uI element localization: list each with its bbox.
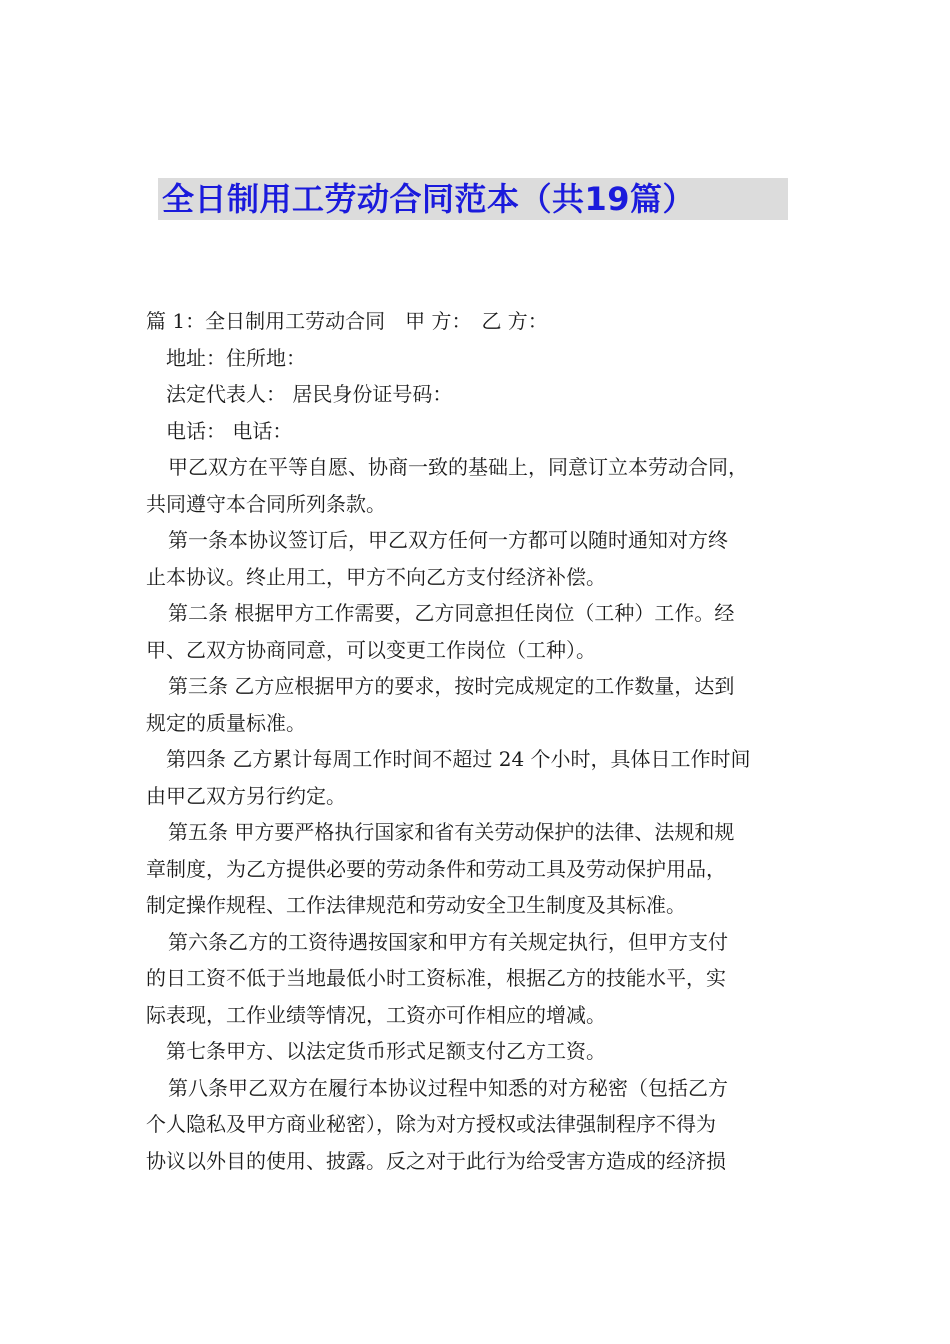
paragraph-line: 第三条 乙方应根据甲方的要求，按时完成规定的工作数量，达到 (168, 674, 735, 698)
paragraph-line: 第四条 乙方累计每周工作时间不超过 24 个小时，具体日工作时间 (166, 747, 751, 771)
paragraph-line: 止本协议。终止用工，甲方不向乙方支付经济补偿。 (146, 564, 606, 589)
paragraph-line: 甲、乙双方协商同意，可以变更工作岗位（工种）。 (146, 637, 596, 662)
paragraph-line: 章制度，为乙方提供必要的劳动条件和劳动工具及劳动保护用品， (146, 856, 726, 881)
paragraph-line: 第六条乙方的工资待遇按国家和甲方有关规定执行，但甲方支付 (168, 929, 728, 954)
paragraph-line: 个人隐私及甲方商业秘密），除为对方授权或法律强制程序不得为 (146, 1112, 716, 1136)
paragraph-line: 的日工资不低于当地最低小时工资标准，根据乙方的技能水平，实 (146, 966, 726, 990)
paragraph-line: 地址：住所地： (166, 345, 306, 370)
paragraph-line: 第七条甲方、以法定货币形式足额支付乙方工资。 (166, 1039, 606, 1063)
paragraph-line: 制定操作规程、工作法律规范和劳动安全卫生制度及其标准。 (146, 893, 686, 917)
paragraph-line: 甲乙双方在平等自愿、协商一致的基础上，同意订立本劳动合同， (168, 455, 748, 479)
paragraph-line: 电话： 电话： (166, 418, 293, 443)
paragraph-line: 第二条 根据甲方工作需要，乙方同意担任岗位（工种）工作。经 (168, 601, 735, 625)
document-body (146, 303, 818, 1179)
document-title: 全日制用工劳动合同范本（共19篇） (162, 180, 696, 218)
paragraph-line: 协议以外目的使用、披露。反之对于此行为给受害方造成的经济损 (146, 1148, 726, 1173)
paragraph-line: 共同遵守本合同所列条款。 (146, 491, 386, 516)
paragraph-line: 第五条 甲方要严格执行国家和省有关劳动保护的法律、法规和规 (168, 820, 735, 844)
paragraph-line: 第一条本协议签订后，甲乙双方任何一方都可以随时通知对方终 (168, 528, 728, 552)
paragraph-line: 篇 1：全日制用工劳动合同 甲 方： 乙 方： (146, 309, 548, 333)
paragraph-line: 由甲乙双方另行约定。 (146, 783, 346, 808)
paragraph-line: 际表现，工作业绩等情况，工资亦可作相应的增减。 (146, 1002, 606, 1027)
paragraph-line: 规定的质量标准。 (146, 710, 306, 735)
paragraph-line: 第八条甲乙双方在履行本协议过程中知悉的对方秘密（包括乙方 (168, 1075, 728, 1100)
paragraph-line: 法定代表人： 居民身份证号码： (166, 382, 453, 406)
